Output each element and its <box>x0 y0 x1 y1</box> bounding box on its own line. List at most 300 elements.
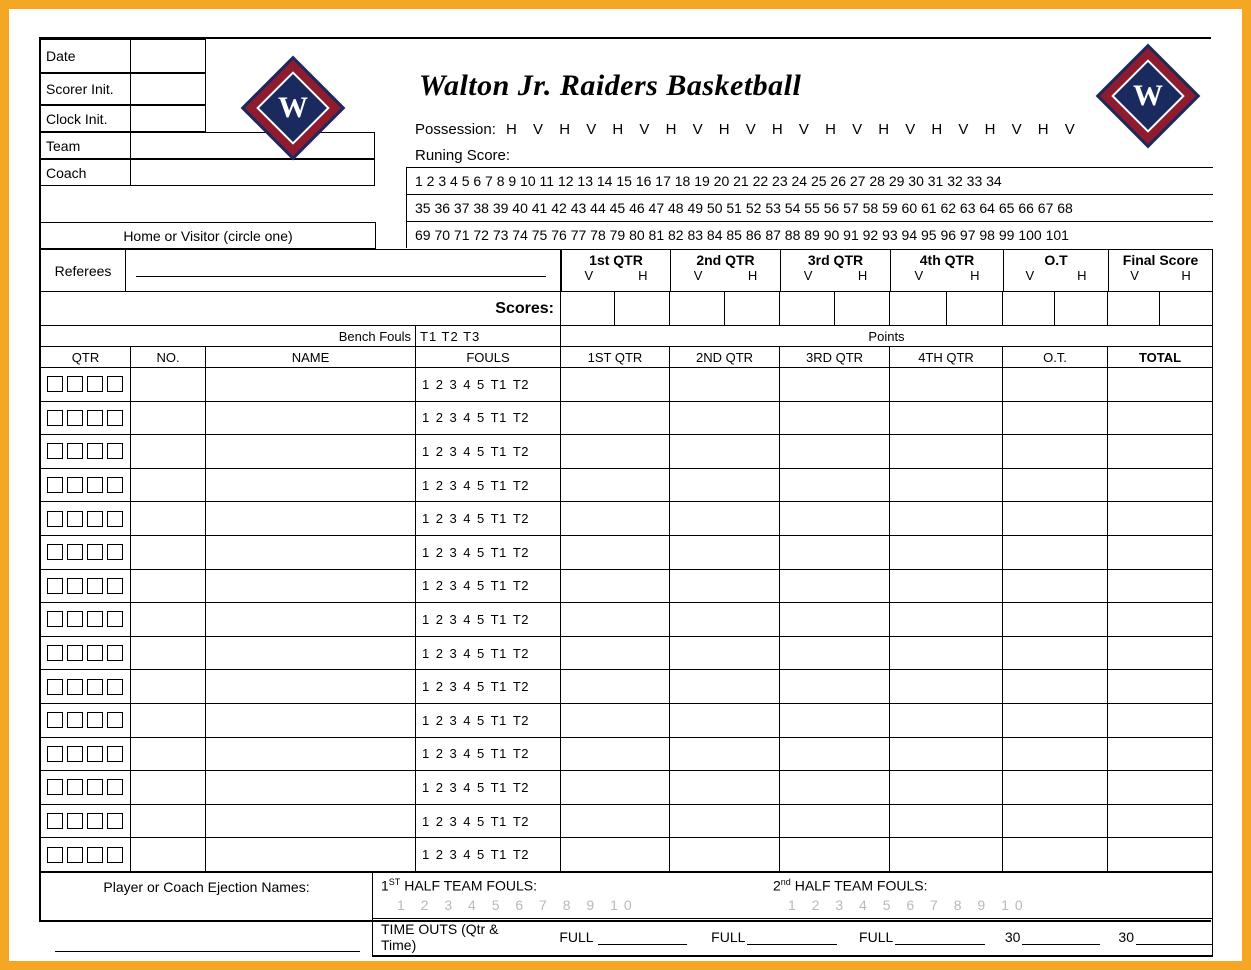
info-label-team: Team <box>41 132 131 159</box>
row-points-total[interactable] <box>1108 737 1213 771</box>
row-fouls[interactable]: 1 2 3 4 5 T1 T2 <box>416 636 561 670</box>
row-points-1st[interactable] <box>561 535 670 569</box>
row-points-ot[interactable] <box>1003 602 1108 636</box>
quarter-header-4th <box>890 249 1003 292</box>
row-points-1st[interactable] <box>561 804 670 838</box>
qtr-checkbox-4[interactable] <box>107 511 123 527</box>
qh-2nd-v: V <box>693 268 703 283</box>
qtr-checkbox-1[interactable] <box>47 712 63 728</box>
row-name[interactable] <box>206 837 416 871</box>
qtr-checkbox-1[interactable] <box>47 679 63 695</box>
row-points-3rd[interactable] <box>780 434 890 468</box>
qtr-checkbox-1[interactable] <box>47 544 63 560</box>
row-name[interactable] <box>206 434 416 468</box>
info-value-team[interactable] <box>131 132 375 159</box>
row-points-ot[interactable] <box>1003 569 1108 603</box>
row-points-ot[interactable] <box>1003 669 1108 703</box>
row-points-4th[interactable] <box>890 367 1003 401</box>
row-qtr-checkboxes[interactable] <box>41 804 131 838</box>
score-final-h[interactable] <box>1160 291 1213 326</box>
row-points-4th[interactable] <box>890 703 1003 737</box>
first-half-foul-numbers[interactable]: 1 2 3 4 5 6 7 8 9 10 <box>397 897 638 913</box>
qtr-checkbox-1[interactable] <box>47 477 63 493</box>
qtr-checkbox-3[interactable] <box>87 578 103 594</box>
row-points-4th[interactable] <box>890 401 1003 435</box>
row-points-1st[interactable] <box>561 737 670 771</box>
bottom-section <box>41 871 1213 953</box>
score-3rd-h[interactable] <box>835 291 890 326</box>
info-value-scorer-init[interactable] <box>131 73 206 105</box>
row-points-2nd[interactable] <box>670 569 780 603</box>
row-name[interactable] <box>206 770 416 804</box>
row-name[interactable] <box>206 501 416 535</box>
timeout-full-1-input[interactable] <box>598 930 688 945</box>
qtr-checkbox-2[interactable] <box>67 611 83 627</box>
referees-label: Referees <box>41 249 126 292</box>
row-points-1st[interactable] <box>561 367 670 401</box>
row-points-ot[interactable] <box>1003 367 1108 401</box>
row-qtr-checkboxes[interactable] <box>41 367 131 401</box>
row-qtr-checkboxes[interactable] <box>41 434 131 468</box>
row-points-2nd[interactable] <box>670 737 780 771</box>
row-number[interactable] <box>131 669 206 703</box>
quarter-title-1st: 1st QTR <box>589 252 643 268</box>
row-points-3rd[interactable] <box>780 401 890 435</box>
running-score-row-2[interactable]: 35 36 37 38 39 40 41 42 43 44 45 46 47 48 49 50 51 52 53 54 55 56 57 58 59 60 61 62 63 64 65 66 67 68 <box>406 194 1213 221</box>
row-points-3rd[interactable] <box>780 804 890 838</box>
timeout-full-2-label: FULL <box>711 929 746 945</box>
row-points-2nd[interactable] <box>670 434 780 468</box>
timeout-full-3-label: FULL <box>859 929 894 945</box>
timeout-30-2-input[interactable] <box>1136 930 1212 945</box>
row-number[interactable] <box>131 501 206 535</box>
qtr-checkbox-2[interactable] <box>67 544 83 560</box>
row-points-4th[interactable] <box>890 535 1003 569</box>
qtr-checkbox-4[interactable] <box>107 611 123 627</box>
ejection-label: Player or Coach Ejection Names: <box>103 879 310 895</box>
qh-ot-h: H <box>1077 268 1087 283</box>
row-qtr-checkboxes[interactable] <box>41 669 131 703</box>
row-points-4th[interactable] <box>890 569 1003 603</box>
qtr-checkbox-4[interactable] <box>107 679 123 695</box>
second-half-foul-numbers[interactable]: 1 2 3 4 5 6 7 8 9 10 <box>788 897 1029 913</box>
row-points-2nd[interactable] <box>670 837 780 871</box>
row-name[interactable] <box>206 602 416 636</box>
score-1st-h[interactable] <box>615 291 670 326</box>
referees-input[interactable] <box>126 249 561 292</box>
row-name[interactable] <box>206 468 416 502</box>
row-points-2nd[interactable] <box>670 770 780 804</box>
row-points-total[interactable] <box>1108 804 1213 838</box>
row-points-1st[interactable] <box>561 703 670 737</box>
row-points-4th[interactable] <box>890 501 1003 535</box>
table-row <box>41 669 1213 703</box>
row-qtr-checkboxes[interactable] <box>41 703 131 737</box>
row-points-ot[interactable] <box>1003 770 1108 804</box>
row-name[interactable] <box>206 737 416 771</box>
qtr-checkbox-1[interactable] <box>47 611 63 627</box>
row-qtr-checkboxes[interactable] <box>41 737 131 771</box>
row-points-total[interactable] <box>1108 367 1213 401</box>
qtr-checkbox-4[interactable] <box>107 578 123 594</box>
row-points-ot[interactable] <box>1003 401 1108 435</box>
qtr-checkbox-2[interactable] <box>67 511 83 527</box>
row-fouls[interactable]: 1 2 3 4 5 T1 T2 <box>416 669 561 703</box>
bench-fouls-label: Bench Fouls <box>41 325 416 347</box>
timeout-30-2-label: 30 <box>1118 929 1134 945</box>
row-qtr-checkboxes[interactable] <box>41 636 131 670</box>
row-points-1st[interactable] <box>561 602 670 636</box>
qtr-checkbox-1[interactable] <box>47 410 63 426</box>
row-number[interactable] <box>131 535 206 569</box>
row-name[interactable] <box>206 804 416 838</box>
runing-score-label: Runing Score: <box>415 147 511 164</box>
timeout-full-2-input[interactable] <box>747 930 837 945</box>
qtr-checkbox-3[interactable] <box>87 443 103 459</box>
row-points-4th[interactable] <box>890 737 1003 771</box>
qtr-checkbox-1[interactable] <box>47 443 63 459</box>
table-row <box>41 770 1213 804</box>
row-points-4th[interactable] <box>890 669 1003 703</box>
ejection-line-1[interactable] <box>55 920 360 921</box>
row-points-2nd[interactable] <box>670 401 780 435</box>
row-points-1st[interactable] <box>561 636 670 670</box>
qtr-checkbox-3[interactable] <box>87 847 103 863</box>
running-score-row-3[interactable]: 69 70 71 72 73 74 75 76 77 78 79 80 81 82 83 84 85 86 87 88 89 90 91 92 93 94 95 96 97 98 99 100 101 <box>406 221 1213 248</box>
row-fouls[interactable]: 1 2 3 4 5 T1 T2 <box>416 703 561 737</box>
qtr-checkbox-2[interactable] <box>67 645 83 661</box>
row-points-total[interactable] <box>1108 669 1213 703</box>
row-number[interactable] <box>131 804 206 838</box>
qtr-checkbox-3[interactable] <box>87 477 103 493</box>
row-fouls[interactable]: 1 2 3 4 5 T1 T2 <box>416 569 561 603</box>
ejection-block <box>41 871 373 957</box>
table-row <box>41 804 1213 838</box>
row-points-2nd[interactable] <box>670 703 780 737</box>
row-points-1st[interactable] <box>561 401 670 435</box>
qtr-checkbox-1[interactable] <box>47 511 63 527</box>
row-points-1st[interactable] <box>561 770 670 804</box>
row-points-4th[interactable] <box>890 837 1003 871</box>
qtr-checkbox-4[interactable] <box>107 410 123 426</box>
row-points-4th[interactable] <box>890 770 1003 804</box>
row-points-total[interactable] <box>1108 602 1213 636</box>
walton-raiders-diamond-logo-left <box>256 71 330 145</box>
row-qtr-checkboxes[interactable] <box>41 602 131 636</box>
row-points-3rd[interactable] <box>780 703 890 737</box>
row-fouls[interactable]: 1 2 3 4 5 T1 T2 <box>416 804 561 838</box>
qtr-checkbox-3[interactable] <box>87 779 103 795</box>
home-visitor-selector[interactable]: Home or Visitor (circle one) <box>41 222 376 249</box>
qtr-checkbox-3[interactable] <box>87 376 103 392</box>
row-points-3rd[interactable] <box>780 837 890 871</box>
info-label-scorer-init: Scorer Init. <box>41 73 131 105</box>
quarter-header-ot <box>1003 249 1108 292</box>
scores-label: Scores: <box>41 291 561 326</box>
row-points-4th[interactable] <box>890 636 1003 670</box>
qtr-checkbox-4[interactable] <box>107 477 123 493</box>
qtr-checkbox-3[interactable] <box>87 410 103 426</box>
row-qtr-checkboxes[interactable] <box>41 535 131 569</box>
row-qtr-checkboxes[interactable] <box>41 770 131 804</box>
table-row <box>41 837 1213 871</box>
running-score-row-1[interactable]: 1 2 3 4 5 6 7 8 9 10 11 12 13 14 15 16 17 18 19 20 21 22 23 24 25 26 27 28 29 30 31 32 33 34 <box>406 167 1213 194</box>
row-points-3rd[interactable] <box>780 770 890 804</box>
row-points-3rd[interactable] <box>780 669 890 703</box>
table-row <box>41 501 1213 535</box>
col-header-2nd-qtr: 2ND QTR <box>670 346 780 368</box>
qtr-checkbox-3[interactable] <box>87 511 103 527</box>
col-header-name: NAME <box>206 346 416 368</box>
qtr-checkbox-1[interactable] <box>47 779 63 795</box>
quarter-title-ot: O.T <box>1044 252 1068 268</box>
row-points-ot[interactable] <box>1003 636 1108 670</box>
score-2nd-v[interactable] <box>670 291 725 326</box>
qtr-checkbox-3[interactable] <box>87 712 103 728</box>
row-fouls[interactable]: 1 2 3 4 5 T1 T2 <box>416 737 561 771</box>
row-points-total[interactable] <box>1108 401 1213 435</box>
row-points-ot[interactable] <box>1003 535 1108 569</box>
row-points-4th[interactable] <box>890 434 1003 468</box>
score-4th-h[interactable] <box>947 291 1003 326</box>
qtr-checkbox-3[interactable] <box>87 611 103 627</box>
row-points-3rd[interactable] <box>780 602 890 636</box>
row-name[interactable] <box>206 535 416 569</box>
qtr-checkbox-2[interactable] <box>67 813 83 829</box>
table-row <box>41 703 1213 737</box>
row-points-total[interactable] <box>1108 770 1213 804</box>
row-points-1st[interactable] <box>561 501 670 535</box>
row-points-4th[interactable] <box>890 804 1003 838</box>
score-ot-h[interactable] <box>1055 291 1108 326</box>
score-2nd-h[interactable] <box>725 291 780 326</box>
row-points-ot[interactable] <box>1003 468 1108 502</box>
row-name[interactable] <box>206 401 416 435</box>
row-points-total[interactable] <box>1108 468 1213 502</box>
row-fouls[interactable]: 1 2 3 4 5 T1 T2 <box>416 535 561 569</box>
row-number[interactable] <box>131 837 206 871</box>
possession-row <box>415 121 1081 138</box>
info-label-date: Date <box>41 39 131 73</box>
qtr-checkbox-4[interactable] <box>107 645 123 661</box>
score-3rd-v[interactable] <box>780 291 835 326</box>
quarter-title-2nd: 2nd QTR <box>696 252 755 268</box>
qtr-checkbox-1[interactable] <box>47 847 63 863</box>
bench-fouls-techs[interactable]: T1 T2 T3 <box>416 325 561 347</box>
row-fouls[interactable]: 1 2 3 4 5 T1 T2 <box>416 434 561 468</box>
row-points-total[interactable] <box>1108 569 1213 603</box>
row-fouls[interactable]: 1 2 3 4 5 T1 T2 <box>416 602 561 636</box>
qtr-checkbox-2[interactable] <box>67 443 83 459</box>
qtr-checkbox-3[interactable] <box>87 746 103 762</box>
qtr-checkbox-4[interactable] <box>107 544 123 560</box>
qtr-checkbox-3[interactable] <box>87 813 103 829</box>
info-label-clock-init: Clock Init. <box>41 105 131 132</box>
quarter-header-2nd <box>670 249 780 292</box>
qtr-checkbox-4[interactable] <box>107 847 123 863</box>
qtr-checkbox-3[interactable] <box>87 645 103 661</box>
row-points-total[interactable] <box>1108 837 1213 871</box>
row-number[interactable] <box>131 569 206 603</box>
row-number[interactable] <box>131 401 206 435</box>
second-half-team-fouls-label <box>773 877 927 894</box>
row-points-1st[interactable] <box>561 837 670 871</box>
row-points-1st[interactable] <box>561 569 670 603</box>
second-half-sup: nd <box>780 877 791 887</box>
qtr-checkbox-2[interactable] <box>67 746 83 762</box>
row-name[interactable] <box>206 367 416 401</box>
info-value-date[interactable] <box>131 39 206 73</box>
row-points-ot[interactable] <box>1003 837 1108 871</box>
row-name[interactable] <box>206 669 416 703</box>
row-points-2nd[interactable] <box>670 804 780 838</box>
info-value-coach[interactable] <box>131 159 375 186</box>
qtr-checkbox-1[interactable] <box>47 645 63 661</box>
table-row <box>41 468 1213 502</box>
bench-fouls-band <box>41 325 1213 347</box>
row-points-2nd[interactable] <box>670 468 780 502</box>
qh-1st-h: H <box>638 268 648 283</box>
quarter-title-4th: 4th QTR <box>919 252 975 268</box>
row-points-ot[interactable] <box>1003 737 1108 771</box>
info-value-clock-init[interactable] <box>131 105 206 132</box>
row-points-3rd[interactable] <box>780 737 890 771</box>
qtr-checkbox-2[interactable] <box>67 847 83 863</box>
qtr-checkbox-2[interactable] <box>67 578 83 594</box>
player-rows <box>41 367 1213 871</box>
row-points-1st[interactable] <box>561 669 670 703</box>
row-fouls[interactable]: 1 2 3 4 5 T1 T2 <box>416 468 561 502</box>
row-points-3rd[interactable] <box>780 501 890 535</box>
row-points-3rd[interactable] <box>780 636 890 670</box>
possession-label: Possession: <box>415 121 496 138</box>
col-header-fouls: FOULS <box>416 346 561 368</box>
qtr-checkbox-2[interactable] <box>67 712 83 728</box>
row-number[interactable] <box>131 737 206 771</box>
row-qtr-checkboxes[interactable] <box>41 501 131 535</box>
qtr-checkbox-4[interactable] <box>107 712 123 728</box>
timeout-30-1-input[interactable] <box>1022 930 1100 945</box>
qtr-checkbox-2[interactable] <box>67 779 83 795</box>
row-number[interactable] <box>131 434 206 468</box>
timeout-full-3-input[interactable] <box>895 930 985 945</box>
row-name[interactable] <box>206 703 416 737</box>
row-points-2nd[interactable] <box>670 669 780 703</box>
row-fouls[interactable]: 1 2 3 4 5 T1 T2 <box>416 770 561 804</box>
score-1st-v[interactable] <box>561 291 615 326</box>
row-points-ot[interactable] <box>1003 804 1108 838</box>
qh-3rd-h: H <box>857 268 868 283</box>
row-points-2nd[interactable] <box>670 501 780 535</box>
qtr-checkbox-1[interactable] <box>47 376 63 392</box>
row-number[interactable] <box>131 770 206 804</box>
qtr-checkbox-2[interactable] <box>67 477 83 493</box>
qtr-checkbox-4[interactable] <box>107 779 123 795</box>
timeout-30-1-label: 30 <box>1004 929 1021 945</box>
qtr-checkbox-3[interactable] <box>87 679 103 695</box>
qtr-checkbox-4[interactable] <box>107 813 123 829</box>
row-qtr-checkboxes[interactable] <box>41 569 131 603</box>
row-points-1st[interactable] <box>561 468 670 502</box>
row-points-2nd[interactable] <box>670 535 780 569</box>
row-number[interactable] <box>131 367 206 401</box>
qtr-checkbox-2[interactable] <box>67 410 83 426</box>
col-header-no: NO. <box>131 346 206 368</box>
row-fouls[interactable]: 1 2 3 4 5 T1 T2 <box>416 837 561 871</box>
row-points-1st[interactable] <box>561 434 670 468</box>
row-points-3rd[interactable] <box>780 535 890 569</box>
row-name[interactable] <box>206 569 416 603</box>
quarter-header-band <box>41 249 1213 292</box>
quarter-title-final: Final Score <box>1122 252 1199 268</box>
row-number[interactable] <box>131 602 206 636</box>
qtr-checkbox-4[interactable] <box>107 746 123 762</box>
score-final-v[interactable] <box>1108 291 1160 326</box>
row-points-ot[interactable] <box>1003 501 1108 535</box>
qtr-checkbox-1[interactable] <box>47 578 63 594</box>
col-header-1st-qtr: 1ST QTR <box>561 346 670 368</box>
ejection-line-2[interactable] <box>55 951 360 952</box>
timeout-full-1-label: FULL <box>559 929 594 945</box>
qtr-checkbox-4[interactable] <box>107 443 123 459</box>
qh-2nd-h: H <box>747 268 758 283</box>
row-number[interactable] <box>131 468 206 502</box>
row-points-ot[interactable] <box>1003 703 1108 737</box>
row-points-total[interactable] <box>1108 535 1213 569</box>
qtr-checkbox-3[interactable] <box>87 544 103 560</box>
row-points-total[interactable] <box>1108 703 1213 737</box>
score-ot-v[interactable] <box>1003 291 1055 326</box>
qtr-checkbox-4[interactable] <box>107 376 123 392</box>
row-number[interactable] <box>131 636 206 670</box>
row-points-ot[interactable] <box>1003 434 1108 468</box>
row-points-2nd[interactable] <box>670 602 780 636</box>
row-points-3rd[interactable] <box>780 569 890 603</box>
row-fouls[interactable]: 1 2 3 4 5 T1 T2 <box>416 367 561 401</box>
second-half-prefix: 2 <box>773 877 781 894</box>
row-qtr-checkboxes[interactable] <box>41 401 131 435</box>
row-points-4th[interactable] <box>890 602 1003 636</box>
table-row <box>41 434 1213 468</box>
qtr-checkbox-2[interactable] <box>67 679 83 695</box>
qtr-checkbox-1[interactable] <box>47 746 63 762</box>
qh-4th-h: H <box>970 268 980 283</box>
row-points-4th[interactable] <box>890 468 1003 502</box>
row-points-2nd[interactable] <box>670 367 780 401</box>
table-header-row <box>41 346 1213 368</box>
logo-letter-right: W <box>1133 79 1163 112</box>
qtr-checkbox-1[interactable] <box>47 813 63 829</box>
row-points-3rd[interactable] <box>780 468 890 502</box>
col-header-total: TOTAL <box>1108 346 1213 368</box>
row-qtr-checkboxes[interactable] <box>41 468 131 502</box>
qh-final-h: H <box>1181 268 1191 283</box>
possession-sequence[interactable]: H V H V H V H V H V H V H V H V H V H V H V <box>506 121 1081 138</box>
row-points-total[interactable] <box>1108 434 1213 468</box>
row-points-total[interactable] <box>1108 501 1213 535</box>
row-number[interactable] <box>131 703 206 737</box>
row-qtr-checkboxes[interactable] <box>41 837 131 871</box>
row-points-3rd[interactable] <box>780 367 890 401</box>
col-header-4th-qtr: 4TH QTR <box>890 346 1003 368</box>
row-fouls[interactable]: 1 2 3 4 5 T1 T2 <box>416 401 561 435</box>
row-fouls[interactable]: 1 2 3 4 5 T1 T2 <box>416 501 561 535</box>
qtr-checkbox-2[interactable] <box>67 376 83 392</box>
row-name[interactable] <box>206 636 416 670</box>
score-4th-v[interactable] <box>890 291 947 326</box>
row-points-2nd[interactable] <box>670 636 780 670</box>
row-points-total[interactable] <box>1108 636 1213 670</box>
